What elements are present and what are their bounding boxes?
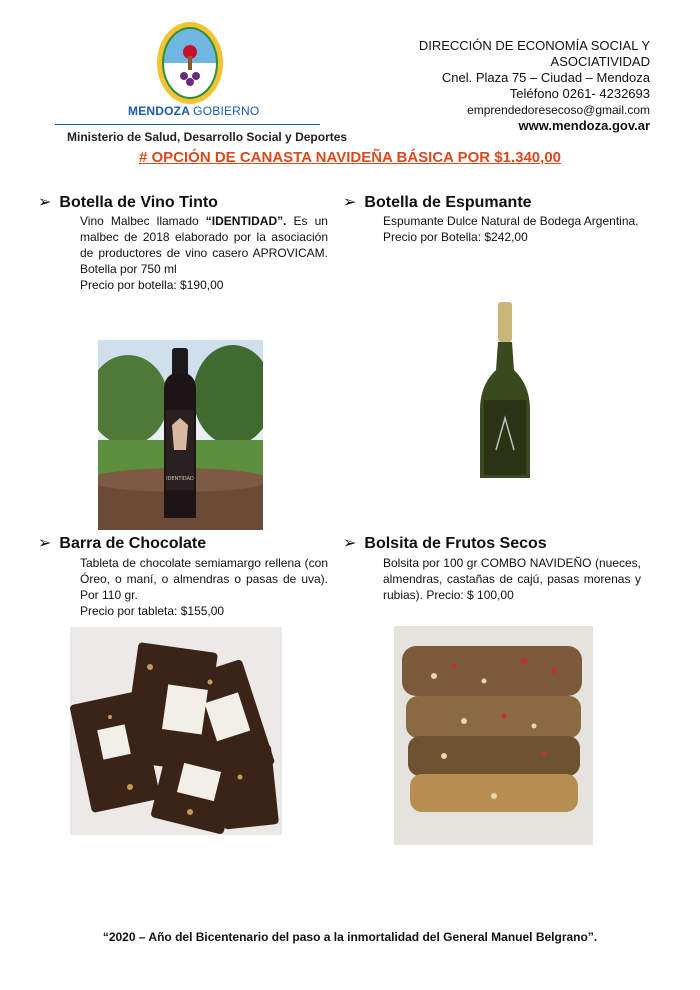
nuts-bags-photo bbox=[394, 626, 593, 845]
wine-price: Precio por botella: $190,00 bbox=[80, 278, 224, 292]
espumante-title-text: Botella de Espumante bbox=[364, 194, 532, 211]
website-link[interactable]: www.mendoza.gov.ar bbox=[518, 118, 650, 133]
nuts-description bbox=[383, 555, 641, 603]
bullet-arrow-icon: ➢ bbox=[38, 194, 52, 211]
wine-description bbox=[80, 213, 328, 293]
department-line-2: ASOCIATIVIDAD bbox=[550, 54, 650, 69]
wine-desc-post: Es un malbec de 2018 elaborado por la asociación de productores de vino casero APROVICAM. Botella por 750 ml bbox=[80, 214, 328, 276]
nuts-title bbox=[343, 533, 547, 553]
logo-suffix: GOBIERNO bbox=[193, 104, 260, 118]
logo-divider bbox=[55, 124, 320, 125]
chocolate-bars-photo bbox=[70, 627, 282, 835]
wine-bottle-photo bbox=[98, 340, 263, 530]
espumante-price: Precio por Botella: $242,00 bbox=[383, 230, 528, 244]
espumante-title bbox=[343, 192, 532, 212]
wine-desc-pre: Vino Malbec llamado bbox=[80, 214, 206, 228]
bullet-arrow-icon: ➢ bbox=[343, 535, 357, 552]
wine-desc-text bbox=[80, 213, 328, 277]
ministry-name: Ministerio de Salud, Desarrollo Social y Deportes bbox=[67, 130, 348, 144]
logo-brand: MENDOZA bbox=[128, 104, 190, 118]
wine-desc-bold: “IDENTIDAD”. bbox=[205, 214, 287, 228]
phone: Teléfono 0261- 4232693 bbox=[509, 86, 650, 101]
page-headline: # OPCIÓN DE CANASTA NAVIDEÑA BÁSICA POR $1.340,00 bbox=[138, 149, 562, 166]
chocolate-description bbox=[80, 555, 328, 619]
email-link[interactable]: emprendedoresecoso@gmail.com bbox=[467, 103, 650, 117]
chocolate-title-text: Barra de Chocolate bbox=[59, 535, 207, 552]
contact-block bbox=[350, 38, 650, 134]
department-line-1: DIRECCIÓN DE ECONOMÍA SOCIAL Y bbox=[418, 38, 650, 53]
wine-title bbox=[38, 192, 218, 212]
footer-commemoration: “2020 – Año del Bicentenario del paso a la inmortalidad del General Manuel Belgrano”. bbox=[102, 930, 598, 944]
logo-wordmark bbox=[128, 104, 259, 118]
address: Cnel. Plaza 75 – Ciudad – Mendoza bbox=[441, 70, 650, 85]
espumante-bottle-photo bbox=[460, 300, 550, 485]
espumante-desc-text: Espumante Dulce Natural de Bodega Argentina. bbox=[383, 214, 639, 228]
nuts-title-text: Bolsita de Frutos Secos bbox=[364, 535, 547, 552]
wine-title-text: Botella de Vino Tinto bbox=[59, 194, 218, 211]
nuts-desc-text: Bolsita por 100 gr COMBO NAVIDEÑO (nueces, almendras, castañas de cajú, pasas morenas y rubias). Precio: $ 100,00 bbox=[383, 556, 641, 602]
wine-label-text: IDENTIDAD bbox=[166, 476, 194, 482]
mendoza-coat-of-arms-logo bbox=[150, 18, 230, 108]
chocolate-desc-text: Tableta de chocolate semiamargo rellena (con Óreo, o maní, o almendras o pasas de uva). Por 110 gr. bbox=[80, 556, 328, 602]
bullet-arrow-icon: ➢ bbox=[343, 194, 357, 211]
chocolate-title bbox=[38, 533, 206, 553]
espumante-description bbox=[383, 213, 643, 245]
bullet-arrow-icon: ➢ bbox=[38, 535, 52, 552]
chocolate-price: Precio por tableta: $155,00 bbox=[80, 604, 225, 618]
